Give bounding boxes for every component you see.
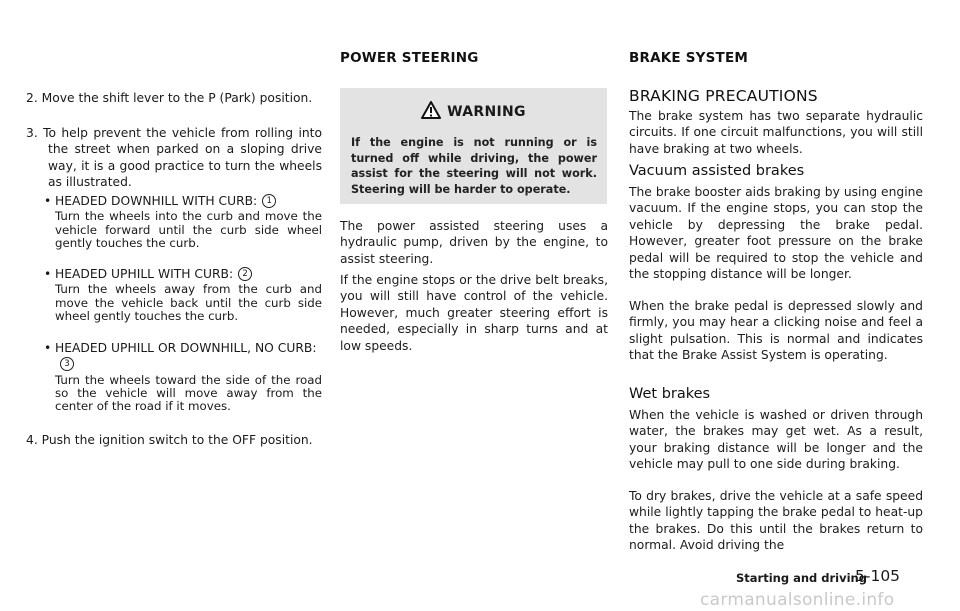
callout-marker-3: 3: [60, 357, 74, 371]
braking-precautions-heading: BRAKING PRECAUTIONS: [629, 87, 818, 105]
watermark: carmanualsonline.info: [700, 590, 895, 610]
bullet-description: Turn the wheels into the curb and move the vehicle forward until the curb side wheel gently touches the curb.: [55, 209, 322, 250]
power-steering-para-2: If the engine stops or the drive belt breaks, you will still have control of the vehicle. However, much greater steering effort is needed, especially in sharp turns and at low speeds.: [340, 273, 608, 353]
bullet-description: Turn the wheels away from the curb and move the vehicle back until the curb side wheel gently touches the curb.: [55, 282, 322, 323]
vacuum-brakes-heading: Vacuum assisted brakes: [629, 163, 805, 179]
braking-precautions-text: The brake system has two separate hydraulic circuits. If one circuit malfunctions, you will still have braking at two wheels.: [629, 109, 923, 156]
warning-text: If the engine is not running or is turned off while driving, the power assist for the steering will not work. Steering will be harder to operate.: [351, 136, 597, 196]
warning-title-row: [340, 101, 607, 123]
wet-brakes-para-1: When the vehicle is washed or driven through water, the brakes may get wet. As a result, your braking distance will be longer and the vehicle may pull to one side during braking.: [629, 408, 923, 472]
warning-title: WARNING: [447, 104, 526, 120]
bullet-dot: •: [44, 341, 52, 355]
bullet-no-curb: [44, 340, 322, 413]
bullet-label: HEADED DOWNHILL WITH CURB:: [55, 194, 258, 208]
vacuum-brakes-para-2: When the brake pedal is depressed slowly and firmly, you may hear a clicking noise and feel a slight pulsation. This is normal and indicates that the Brake Assist System is operating.: [629, 299, 923, 363]
step-4: 4. Push the ignition switch to the OFF position.: [26, 433, 313, 447]
callout-marker-2: 2: [238, 267, 252, 281]
vacuum-brakes-para-1: The brake booster aids braking by using engine vacuum. If the engine stops, you can stop the vehicle by depressing the brake pedal. However, greater foot pressure on the brake pedal will be required to stop the vehicle and the stopping distance will be longer.: [629, 185, 923, 282]
brake-system-header: BRAKE SYSTEM: [629, 50, 749, 66]
bullet-downhill-curb: [44, 193, 322, 250]
bullet-dot: •: [44, 194, 52, 208]
bullet-description: Turn the wheels toward the side of the road so the vehicle will move away from the center of the road if it moves.: [55, 372, 322, 414]
warning-box: [340, 88, 607, 204]
bullet-label: HEADED UPHILL WITH CURB:: [55, 267, 234, 281]
page-number: 5-105: [855, 567, 901, 585]
footer-section-label: Starting and driving: [736, 571, 867, 585]
power-steering-para-1: The power assisted steering uses a hydraulic pump, driven by the engine, to assist steering.: [340, 219, 608, 266]
power-steering-header: POWER STEERING: [340, 50, 479, 66]
step-3: 3. To help prevent the vehicle from rolling into the street when parked on a sloping drive way, it is a good practice to turn the wheels as illustrated.: [26, 126, 322, 190]
warning-triangle-icon: [421, 101, 441, 123]
bullet-dot: •: [44, 267, 52, 281]
bullet-label: HEADED UPHILL OR DOWNHILL, NO CURB:: [55, 341, 317, 355]
step-2: 2. Move the shift lever to the P (Park) position.: [26, 91, 313, 105]
wet-brakes-heading: Wet brakes: [629, 386, 711, 402]
callout-marker-1: 1: [262, 194, 276, 208]
bullet-uphill-curb: [44, 266, 322, 323]
wet-brakes-para-2: To dry brakes, drive the vehicle at a safe speed while lightly tapping the brake pedal to heat-up the brakes. Do this until the brakes return to normal. Avoid driving the: [629, 489, 923, 553]
